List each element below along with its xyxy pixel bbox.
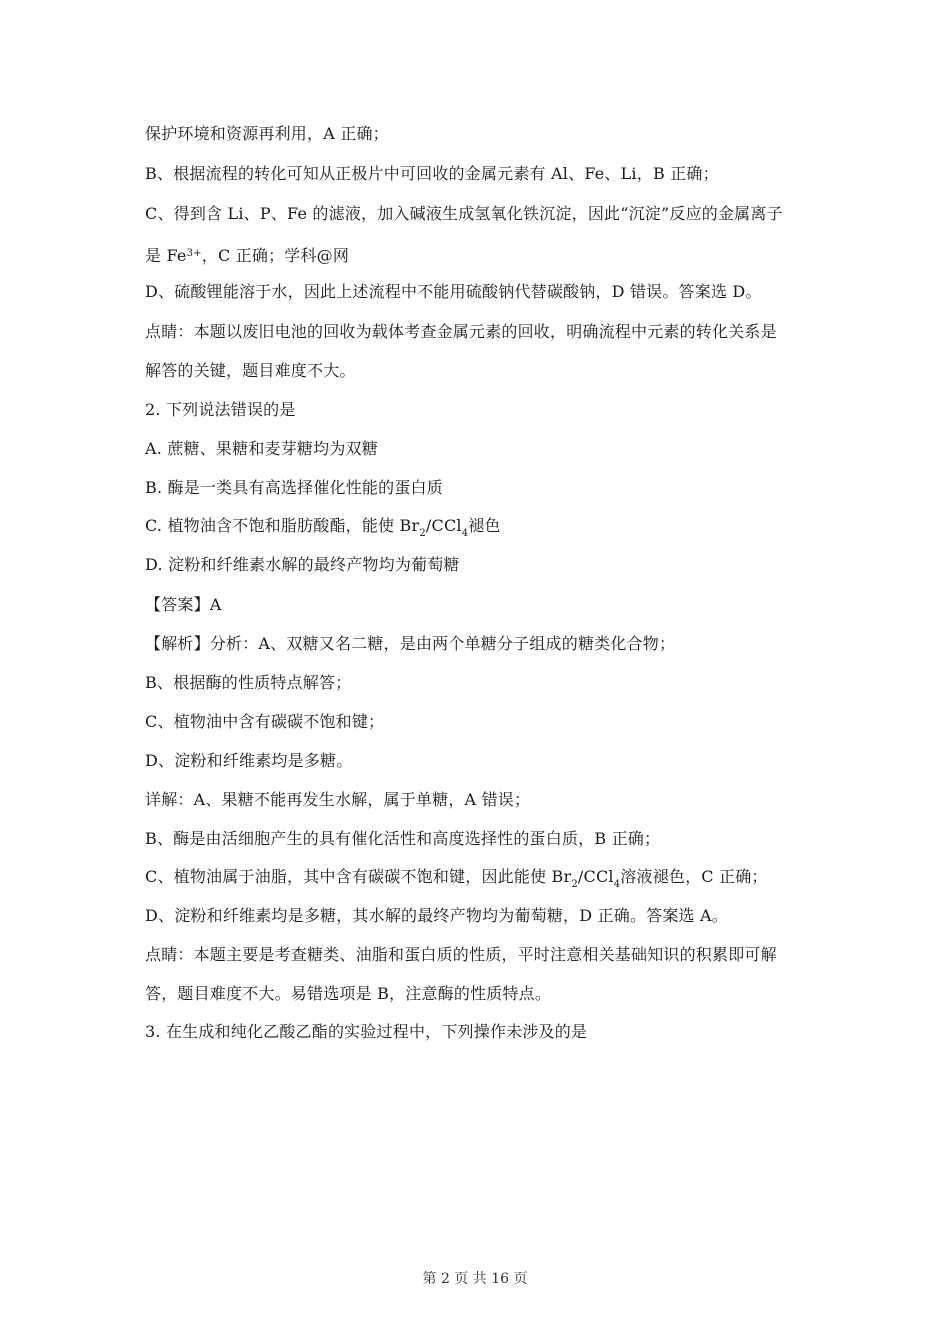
analysis-line: 【解析】分析：A、双糖又名二糖，是由两个单糖分子组成的糖类化合物； — [145, 634, 676, 653]
text-segment: C. 植物油含不饱和脂肪酸酯，能使 Br — [145, 516, 420, 535]
text-segment: 溶液褪色，C 正确； — [620, 867, 768, 886]
text-segment: /CCl — [577, 867, 614, 886]
option-c — [145, 516, 825, 544]
text-line — [145, 244, 825, 266]
superscript: 3+ — [186, 248, 202, 259]
text-line: C、得到含 Li、P、Fe 的滤液，加入碱液生成氢氧化铁沉淀，因此“沉淀”反应的金属离子 — [145, 204, 783, 223]
text-line: 答，题目难度不大。易错选项是 B，注意酶的性质特点。 — [145, 984, 552, 1003]
text-line: D、硫酸锂能溶于水，因此上述流程中不能用硫酸钠代替碳酸钠，D 错误。答案选 D。 — [145, 282, 762, 301]
page-number: 第 2 页 共 16 页 — [422, 1271, 528, 1287]
subscript: 2 — [571, 879, 578, 890]
question-title: 2. 下列说法错误的是 — [145, 400, 296, 419]
text-line: C、植物油中含有碳碳不饱和键； — [145, 712, 385, 731]
text-segment: ，C 正确；学科@网 — [201, 246, 350, 265]
text-segment: 是 Fe — [145, 246, 187, 265]
text-line: B、根据酶的性质特点解答； — [145, 673, 352, 692]
text-line: 解答的关键，题目难度不大。 — [145, 361, 356, 380]
text-line: B、酶是由活细胞产生的具有催化活性和高度选择性的蛋白质，B 正确； — [145, 829, 661, 848]
text-line: 保护环境和资源再利用，A 正确； — [145, 124, 389, 143]
subscript: 4 — [613, 879, 621, 890]
detail-line: 详解：A、果糖不能再发生水解，属于单糖，A 错误； — [145, 790, 531, 809]
text-segment: /CCl — [425, 516, 462, 535]
option-a: A. 蔗糖、果糖和麦芽糖均为双糖 — [145, 439, 378, 458]
option-b: B. 酶是一类具有高选择催化性能的蛋白质 — [145, 478, 443, 497]
subscript: 2 — [419, 528, 426, 539]
text-line: D、淀粉和纤维素均是多糖，其水解的最终产物均为葡萄糖，D 正确。答案选 A。 — [145, 906, 728, 925]
text-line — [145, 867, 825, 895]
answer-line: 【答案】A — [145, 595, 222, 614]
text-segment: C、植物油属于油脂，其中含有碳碳不饱和键，因此能使 Br — [145, 867, 572, 886]
subscript: 4 — [461, 528, 469, 539]
option-d: D. 淀粉和纤维素水解的最终产物均为葡萄糖 — [145, 555, 460, 574]
text-line: B、根据流程的转化可知从正极片中可回收的金属元素有 Al、Fe、Li，B 正确； — [145, 164, 719, 183]
text-line: D、淀粉和纤维素均是多糖。 — [145, 751, 353, 770]
note-line: 点睛：本题主要是考查糖类、油脂和蛋白质的性质，平时注意相关基础知识的积累即可解 — [145, 945, 777, 964]
text-line: 点睛：本题以废旧电池的回收为载体考查金属元素的回收，明确流程中元素的转化关系是 — [145, 322, 777, 341]
text-segment: 褪色 — [468, 516, 501, 535]
question-title: 3. 在生成和纯化乙酸乙酯的实验过程中，下列操作未涉及的是 — [145, 1022, 588, 1041]
